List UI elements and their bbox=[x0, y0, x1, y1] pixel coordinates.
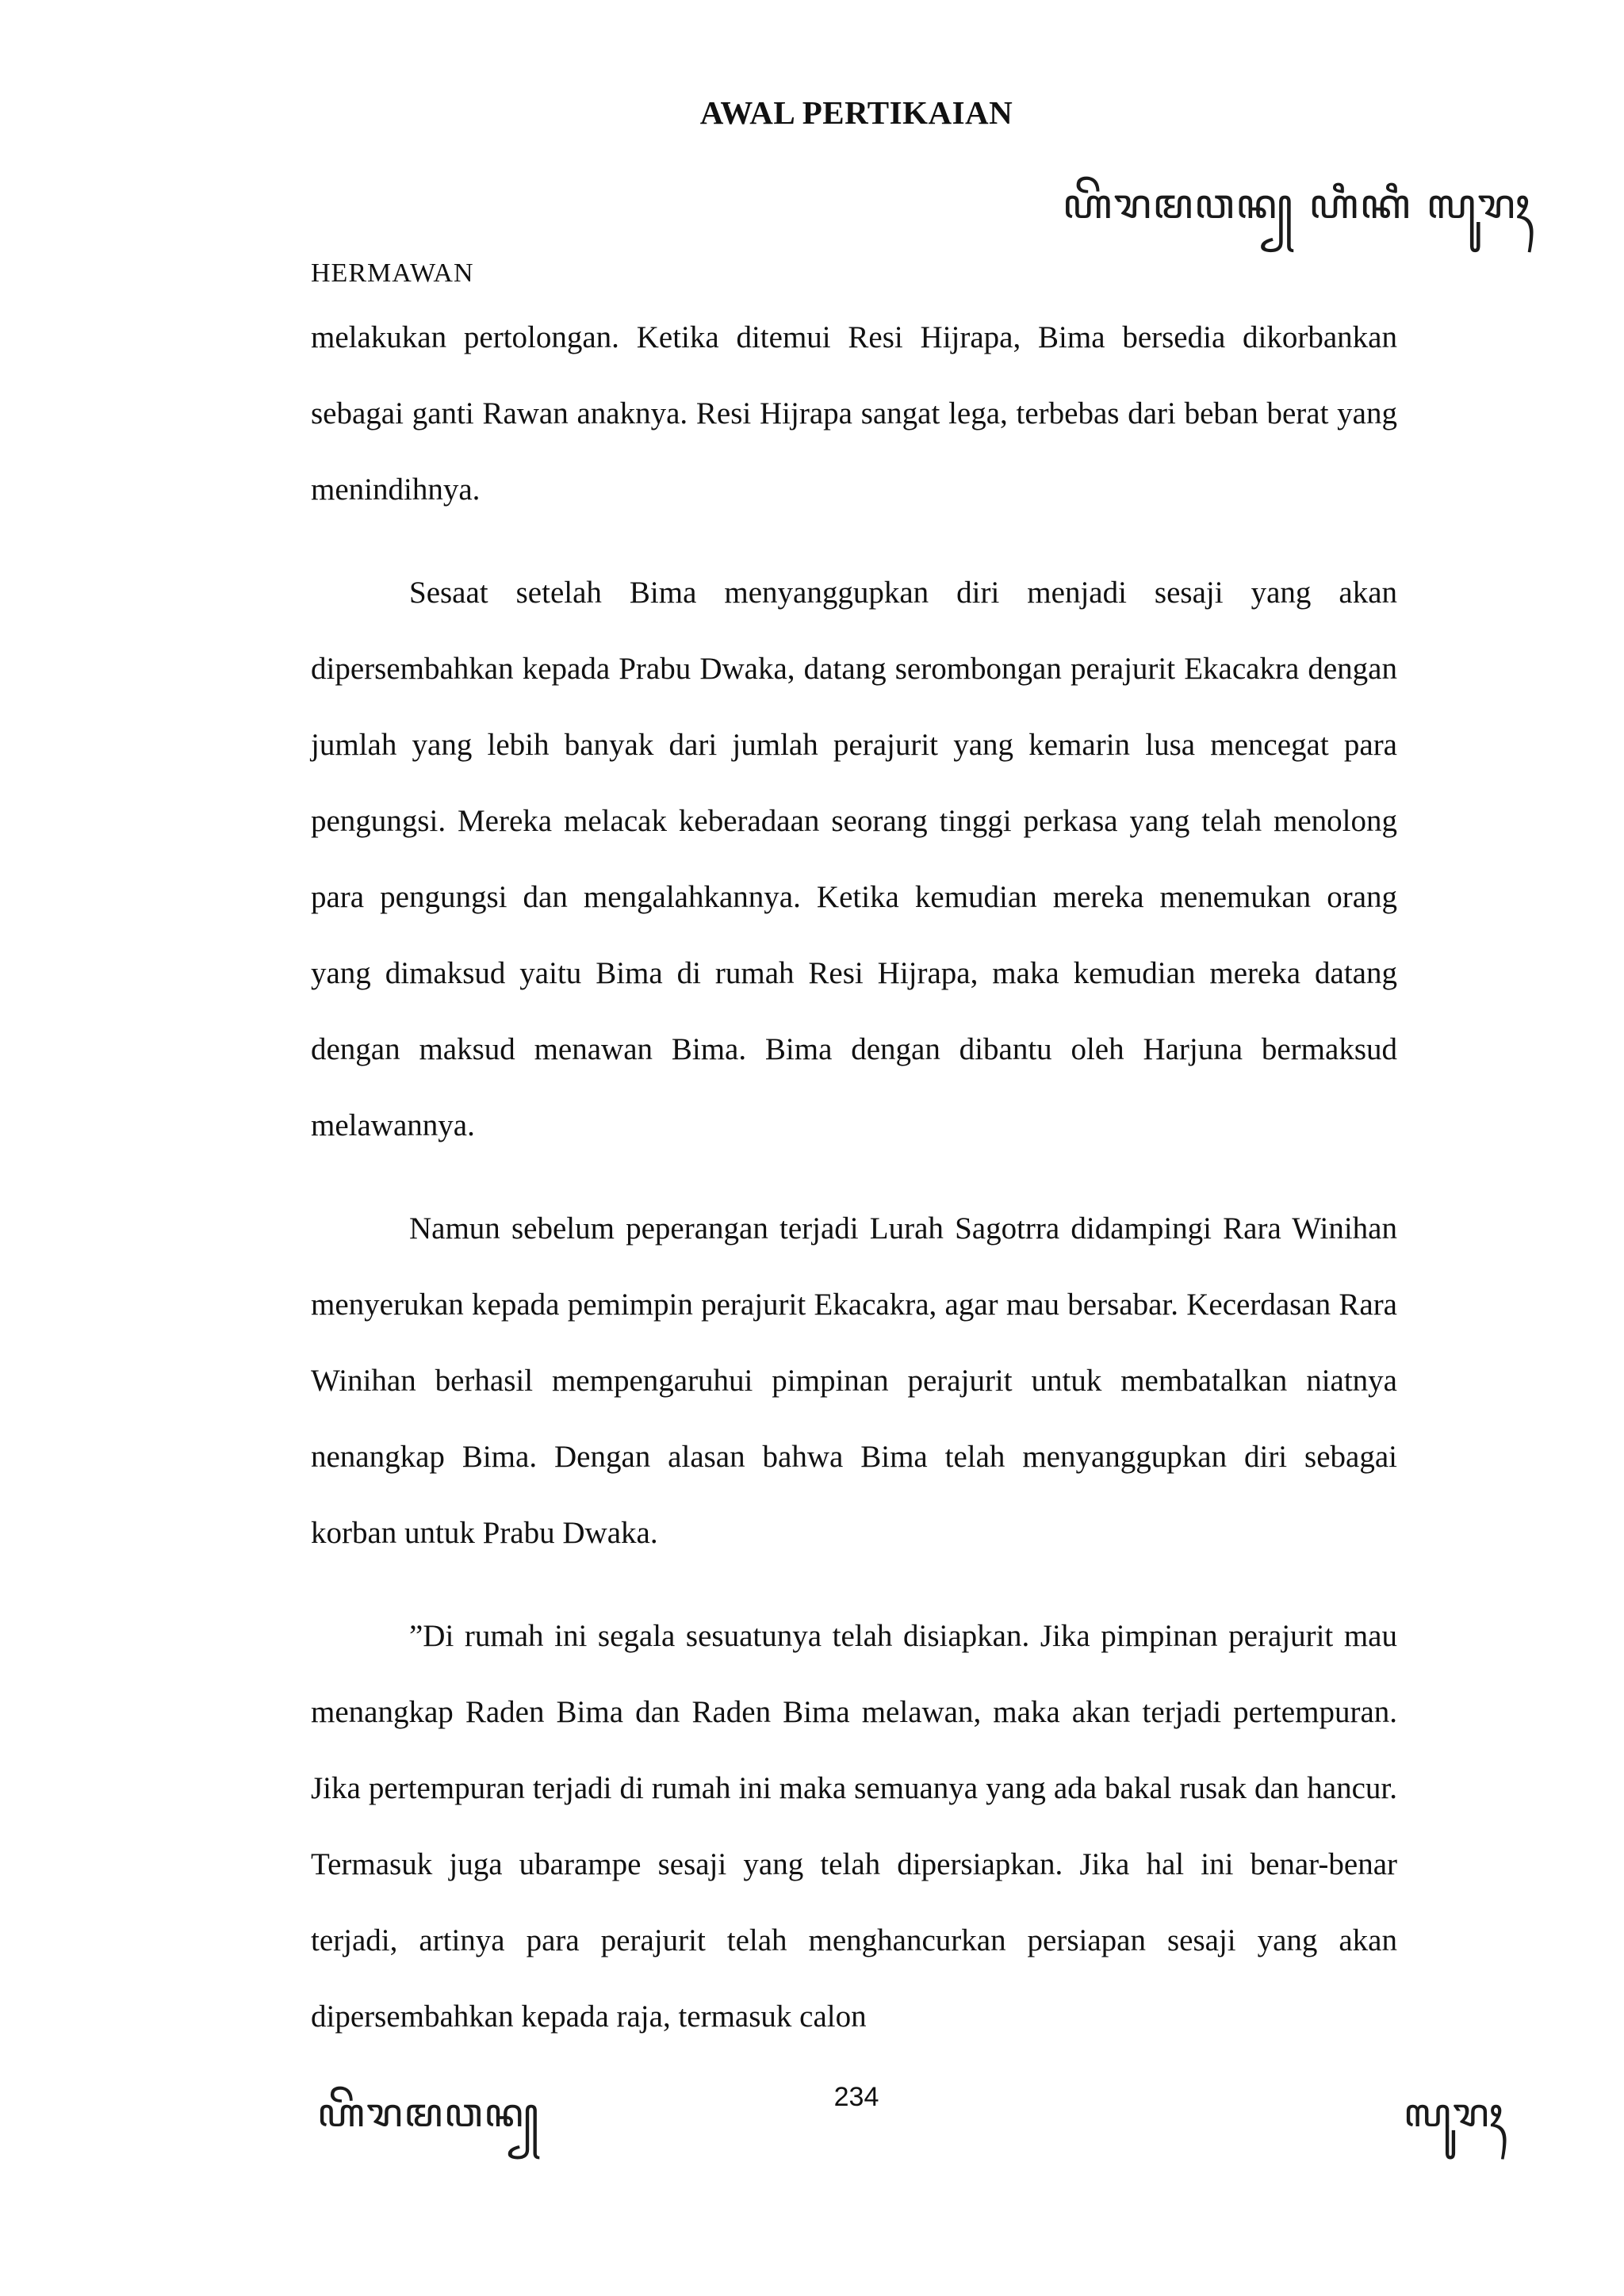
body-text bbox=[311, 300, 1397, 2082]
page-number: 234 bbox=[833, 2082, 879, 2112]
javanese-script-footer-right-mark: ꦭꦸꦫꦃ bbox=[1404, 2090, 1505, 2136]
paragraph-1: melakukan pertolongan. Ketika ditemui Resi Hijrapa, Bima bersedia dikorbankan sebagai ganti Rawan anaknya. Resi Hijrapa sangat lega, terbebas dari beban berat yang menindihnya. bbox=[311, 320, 1397, 507]
javanese-script-header-mark: ꦲꦼꦫꦩꦮꦤ꧀ ꦲꦶꦏꦶ ꦭꦸꦫꦃ bbox=[1063, 181, 1531, 228]
javanese-script-footer-left-mark: ꦲꦼꦫꦩꦮꦤ꧀ bbox=[317, 2090, 541, 2136]
paragraph-3: Namun sebelum peperangan terjadi Lurah Sagotrra didampingi Rara Winihan menyerukan kepada pemimpin perajurit Ekacakra, agar mau bersabar. Kecerdasan Rara Winihan berhasil mempengaruhui pimpinan perajurit untuk membatalkan niatnya nenangkap Bima. Dengan alasan bahwa Bima telah menyanggupkan diri sebagai korban untuk Prabu Dwaka. bbox=[311, 1211, 1397, 1550]
page-title: AWAL PERTIKAIAN bbox=[699, 94, 1013, 131]
paragraph-2: Sesaat setelah Bima menyanggupkan diri menjadi sesaji yang akan dipersembahkan kepada Prabu Dwaka, datang serombongan perajurit Ekacakra dengan jumlah yang lebih banyak dari jumlah perajurit yang kemarin lusa mencegat para pengungsi. Mereka melacak keberadaan seorang tinggi perkasa yang telah menolong para pengungsi dan mengalahkannya. Ketika kemudian mereka menemukan orang yang dimaksud yaitu Bima di rumah Resi Hijrapa, maka kemudian mereka datang dengan maksud menawan Bima. Bima dengan dibantu oleh Harjuna bermaksud melawannya. bbox=[311, 576, 1397, 1142]
author-name: HERMAWAN bbox=[311, 258, 474, 288]
paragraph-4: ”Di rumah ini segala sesuatunya telah disiapkan. Jika pimpinan perajurit mau menangkap Raden Bima dan Raden Bima melawan, maka akan terjadi pertempuran. Jika pertempuran terjadi di rumah ini maka semuanya yang ada bakal rusak dan hancur. Termasuk juga ubarampe sesaji yang telah dipersiapkan. Jika hal ini benar-benar terjadi, artinya para perajurit telah menghancurkan persiapan sesaji yang akan dipersembahkan kepada raja, termasuk calon bbox=[311, 1619, 1397, 2034]
